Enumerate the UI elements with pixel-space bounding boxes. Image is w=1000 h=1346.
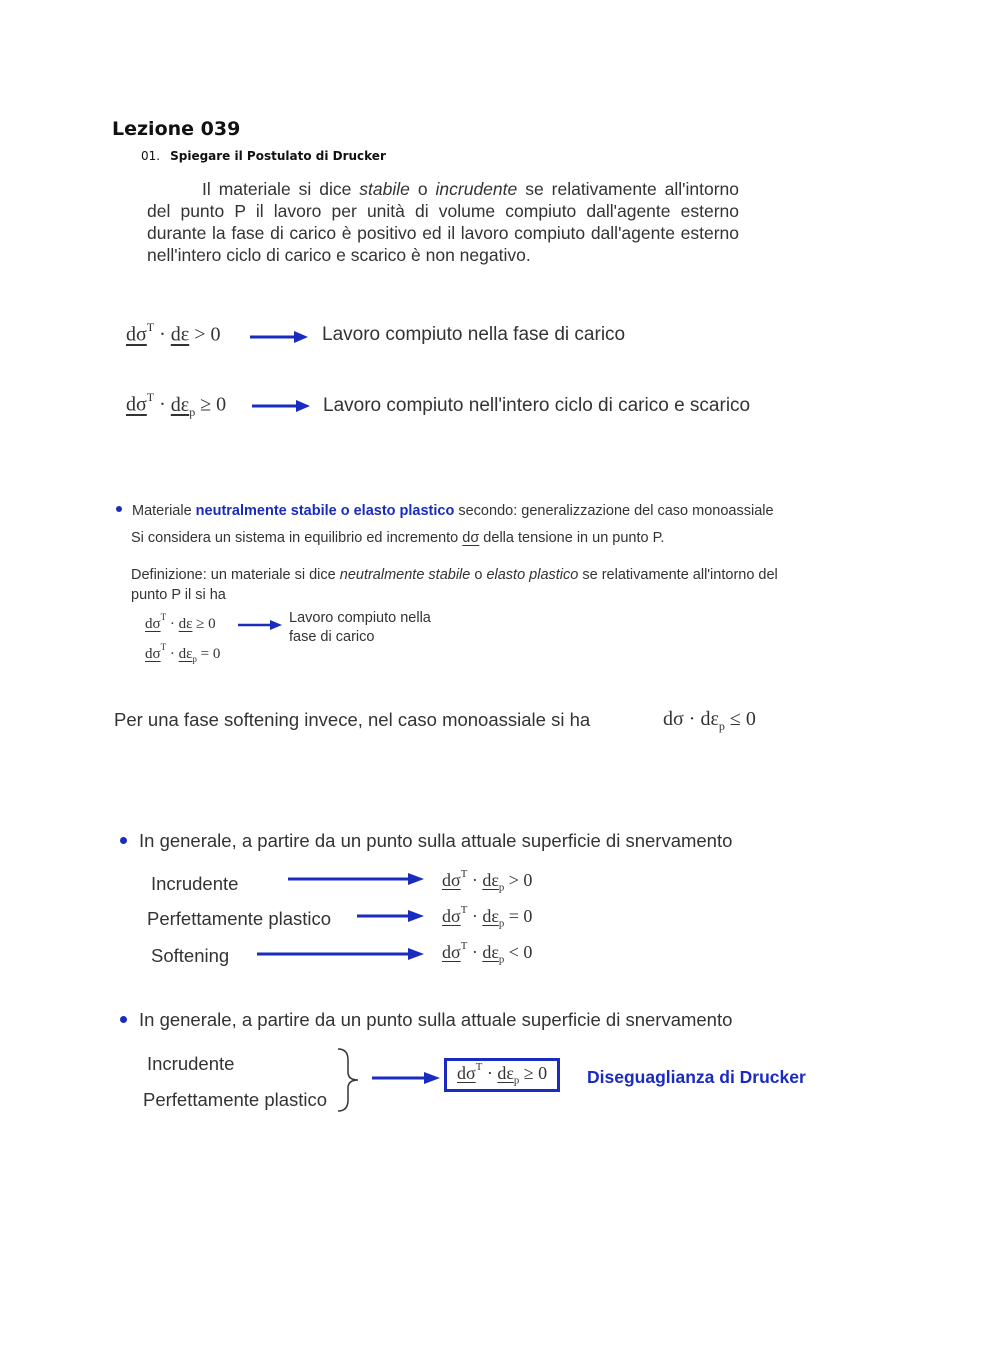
softening-formula (663, 708, 756, 734)
f1-dsigma: dσ (126, 323, 147, 346)
s2fa-sup: T (160, 612, 167, 622)
arrow-icon (238, 619, 282, 631)
s2-l2-dsigma: dσ (462, 530, 480, 546)
s2fb-dsigma: dσ (145, 646, 161, 662)
f1-sup: T (146, 320, 155, 334)
s3r3-rel: < 0 (504, 942, 533, 962)
s3-row-2-formula (442, 906, 532, 930)
s4f-sup: T (475, 1061, 483, 1073)
s2fb-deps: dε (178, 646, 193, 662)
s3-row-1-label: Incrudente (151, 873, 239, 894)
s2fa-deps: dε (178, 616, 193, 632)
arrow-icon (372, 1071, 440, 1085)
s3r1-deps: dε (482, 870, 499, 890)
s4f-dot: · (482, 1063, 498, 1083)
f2-deps: dε (170, 393, 190, 416)
s2-def-post: se relativamente all'intorno del (578, 567, 778, 583)
f2-sup: T (146, 390, 155, 404)
formula-2 (126, 392, 226, 420)
sf-deps: dε (700, 708, 719, 730)
sf-dsigma: dσ (663, 708, 684, 730)
s3-row-2-label: Perfettamente plastico (147, 908, 332, 929)
bullet-neutral (116, 503, 774, 519)
drucker-label: Diseguaglianza di Drucker (587, 1067, 806, 1087)
s3r2-sub: p (498, 917, 505, 930)
arrow-icon (250, 330, 308, 344)
question-text: Spiegare il Postulato di Drucker (170, 149, 386, 163)
para-text-3: se relativamente all'intorno del punto P il lavoro per unità di volume compiuto dall'agente esterno durante la fase di carico è positivo ed il lavoro compiuto dall'agente esterno nell'intero ciclo di carico e scarico è non negativo. (147, 179, 739, 265)
sf-sub: p (718, 719, 725, 733)
s3r1-sub: p (498, 881, 505, 894)
s4f-deps: dε (497, 1063, 514, 1083)
s2-bold: neutralmente stabile o elasto plastico (195, 503, 455, 519)
para-incrudente: incrudente (435, 179, 518, 199)
s2-formula-b (145, 644, 220, 664)
bullet-icon (116, 506, 122, 512)
bullet-general-2 (120, 1009, 732, 1031)
f2-sub: p (189, 404, 196, 419)
arrow-icon (357, 909, 424, 923)
s3r3-deps: dε (482, 942, 499, 962)
s2-label-l2: fase di carico (289, 629, 375, 645)
s3r1-rel: > 0 (504, 870, 533, 890)
page-title: Lezione 039 (112, 118, 241, 140)
s2fb-sup: T (160, 642, 167, 652)
s4f-rel: ≥ 0 (519, 1063, 548, 1083)
f2-rel: ≥ 0 (195, 393, 227, 416)
s3-row-3-formula (442, 942, 532, 966)
para-text-1: Il materiale si dice (202, 179, 360, 199)
formula-1 (126, 322, 220, 347)
s3-row-1-formula (442, 870, 532, 894)
s2-post: secondo: generalizzazione del caso monoassiale (454, 503, 774, 519)
f2-dsigma: dσ (126, 393, 147, 416)
s3r3-dot: · (467, 942, 483, 962)
s3r3-dsigma: dσ (442, 942, 461, 962)
s2fb-rel: = 0 (196, 646, 221, 662)
s2-label-l1: Lavoro compiuto nella (289, 610, 431, 626)
question-number: 01. (141, 149, 161, 163)
s2-definition (131, 567, 778, 583)
s2-pre: Materiale (132, 503, 196, 519)
s2-def-pre: Definizione: un materiale si dice (131, 567, 340, 583)
s4-label-2: Perfettamente plastico (143, 1089, 328, 1110)
s4f-dsigma: dσ (457, 1063, 476, 1083)
s3r2-rel: = 0 (504, 906, 533, 926)
s2-def-it2: elasto plastico (486, 567, 579, 583)
s3r3-sup: T (460, 940, 468, 952)
s3r1-dot: · (467, 870, 483, 890)
arrow-icon (288, 872, 424, 886)
s4f-sub: p (513, 1074, 520, 1087)
question (141, 149, 386, 163)
f2-dot: · (154, 393, 171, 416)
s3r3-sub: p (498, 953, 505, 966)
para-stabile: stabile (359, 179, 410, 199)
s2-l2-post: della tensione in un punto P. (479, 530, 665, 546)
formula-1-label: Lavoro compiuto nella fase di carico (322, 324, 626, 345)
s2-l2-pre: Si considera un sistema in equilibrio ed incremento (131, 530, 463, 546)
formula-2-label: Lavoro compiuto nell'intero ciclo di carico e scarico (323, 395, 751, 416)
s3r1-sup: T (460, 868, 468, 880)
s2fa-rel: ≥ 0 (192, 616, 216, 632)
s3r2-dot: · (467, 906, 483, 926)
s2-label (289, 609, 431, 647)
s2-formula-a (145, 614, 216, 633)
bullet-icon (120, 837, 127, 844)
definition-paragraph (147, 178, 739, 266)
s3r2-deps: dε (482, 906, 499, 926)
s4-bullet-text: In generale, a partire da un punto sulla attuale superficie di snervamento (139, 1009, 733, 1030)
sf-dot: · (683, 708, 701, 730)
s4-label-1: Incrudente (147, 1053, 235, 1074)
f1-rel: > 0 (189, 323, 221, 346)
f1-deps: dε (170, 323, 190, 346)
s2fa-dsigma: dσ (145, 616, 161, 632)
s2-def-it1: neutralmente stabile (339, 567, 471, 583)
s3r2-sup: T (460, 904, 468, 916)
drucker-formula-box (444, 1058, 560, 1092)
s2fa-dot: · (166, 616, 179, 632)
s2-def-mid: o (470, 567, 487, 583)
bullet-icon (120, 1016, 127, 1023)
softening-text: Per una fase softening invece, nel caso monoassiale si ha (114, 709, 591, 730)
bullet-general-1 (120, 830, 732, 852)
s3r2-dsigma: dσ (442, 906, 461, 926)
s2fb-sub: p (192, 654, 197, 664)
sf-rel: ≤ 0 (724, 708, 756, 730)
s3r1-dsigma: dσ (442, 870, 461, 890)
s2-def-line2: punto P il si ha (131, 587, 226, 603)
arrow-icon (252, 399, 310, 413)
s3-bullet-text: In generale, a partire da un punto sulla attuale superficie di snervamento (139, 830, 733, 851)
para-text-2: o (409, 179, 436, 199)
s3-row-3-label: Softening (151, 945, 230, 966)
s2fb-dot: · (166, 646, 179, 662)
s2-line2 (131, 530, 664, 546)
arrow-icon (257, 947, 424, 961)
f1-dot: · (154, 323, 171, 346)
brace-icon (334, 1046, 364, 1119)
